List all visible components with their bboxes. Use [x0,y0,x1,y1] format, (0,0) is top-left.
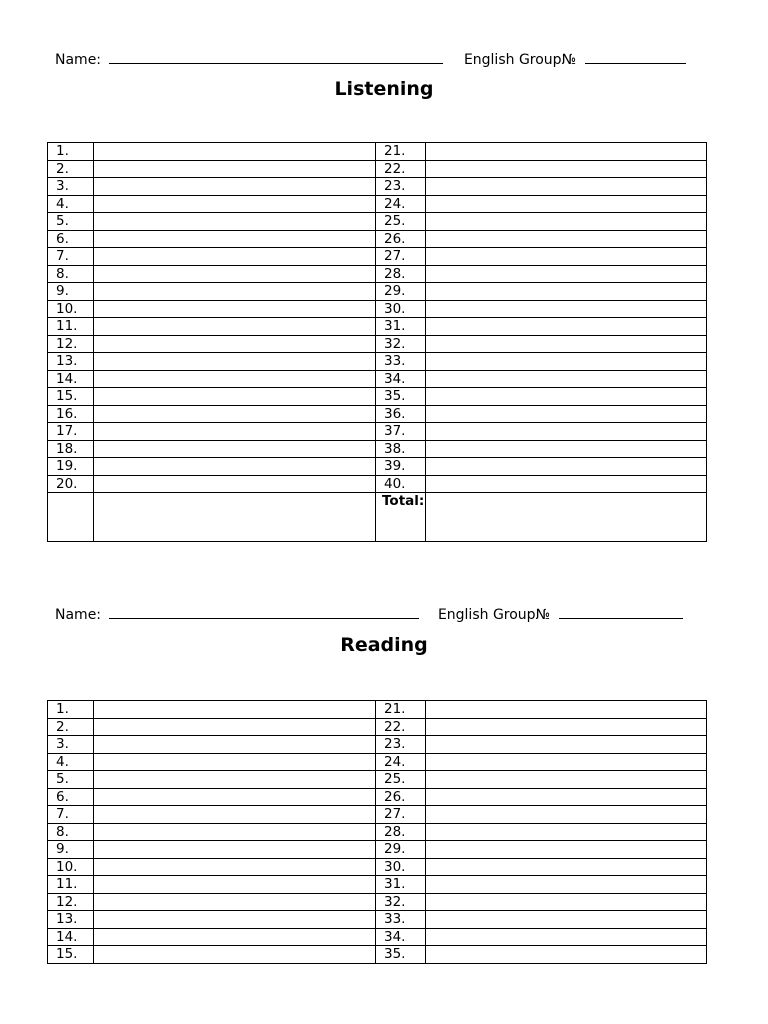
question-number: 39. [376,458,426,476]
answer-cell[interactable] [94,143,376,161]
question-number: 21. [376,143,426,161]
question-number: 28. [376,265,426,283]
total-empty-cell [94,493,376,542]
question-number: 27. [376,248,426,266]
question-number: 6. [48,788,94,806]
question-number: 19. [48,458,94,476]
question-number: 9. [48,841,94,859]
answer-cell[interactable] [94,160,376,178]
answer-cell[interactable] [426,876,707,894]
answer-cell[interactable] [94,370,376,388]
answer-cell[interactable] [94,928,376,946]
answer-cell[interactable] [426,458,707,476]
question-number: 18. [48,440,94,458]
answer-row [48,771,707,789]
answer-cell[interactable] [94,841,376,859]
answer-cell[interactable] [426,283,707,301]
answer-cell[interactable] [426,788,707,806]
question-number: 23. [376,178,426,196]
answer-cell[interactable] [94,771,376,789]
answer-cell[interactable] [94,893,376,911]
question-number: 34. [376,928,426,946]
question-number: 30. [376,300,426,318]
question-number: 6. [48,230,94,248]
answer-row [48,195,707,213]
group-field[interactable] [585,51,686,64]
question-number: 2. [48,718,94,736]
answer-row [48,283,707,301]
question-number: 13. [48,353,94,371]
question-number: 32. [376,335,426,353]
answer-cell[interactable] [426,335,707,353]
question-number: 12. [48,335,94,353]
answer-cell[interactable] [426,265,707,283]
total-label: Total: [376,493,426,542]
answer-row [48,718,707,736]
answer-row [48,806,707,824]
answer-row [48,405,707,423]
answer-cell[interactable] [94,248,376,266]
question-number: 14. [48,370,94,388]
question-number: 37. [376,423,426,441]
question-number: 15. [48,946,94,964]
reading-answer-table [47,700,707,964]
answer-cell[interactable] [426,753,707,771]
question-number: 8. [48,265,94,283]
answer-cell[interactable] [426,771,707,789]
total-score-cell[interactable] [426,493,707,542]
answer-cell[interactable] [94,423,376,441]
question-number: 35. [376,388,426,406]
question-number: 8. [48,823,94,841]
question-number: 20. [48,475,94,493]
reading-title: Reading [340,634,428,656]
question-number: 28. [376,823,426,841]
answer-row [48,946,707,964]
name-label: Name: [55,607,102,623]
question-number: 30. [376,858,426,876]
answer-cell[interactable] [94,388,376,406]
answer-cell[interactable] [94,458,376,476]
answer-cell[interactable] [94,876,376,894]
question-number: 31. [376,876,426,894]
question-number: 25. [376,213,426,231]
answer-cell[interactable] [426,858,707,876]
answer-cell[interactable] [426,213,707,231]
question-number: 36. [376,405,426,423]
answer-cell[interactable] [426,370,707,388]
answer-row [48,736,707,754]
answer-cell[interactable] [426,423,707,441]
question-number: 17. [48,423,94,441]
answer-cell[interactable] [426,806,707,824]
answer-cell[interactable] [94,335,376,353]
question-number: 29. [376,283,426,301]
question-number: 24. [376,753,426,771]
answer-cell[interactable] [426,718,707,736]
group-field[interactable] [559,606,683,619]
question-number: 31. [376,318,426,336]
answer-cell[interactable] [426,195,707,213]
answer-row [48,753,707,771]
answer-cell[interactable] [94,283,376,301]
answer-row [48,248,707,266]
answer-row [48,788,707,806]
answer-cell[interactable] [94,213,376,231]
answer-row [48,876,707,894]
question-number: 33. [376,911,426,929]
question-number: 10. [48,858,94,876]
answer-cell[interactable] [94,701,376,719]
answer-cell[interactable] [426,736,707,754]
question-number: 25. [376,771,426,789]
answer-cell[interactable] [94,736,376,754]
answer-cell[interactable] [94,858,376,876]
answer-cell[interactable] [94,265,376,283]
question-number: 5. [48,213,94,231]
question-number: 1. [48,143,94,161]
answer-cell[interactable] [426,143,707,161]
question-number: 3. [48,736,94,754]
listening-title: Listening [334,78,434,100]
answer-row [48,423,707,441]
answer-row [48,370,707,388]
question-number: 11. [48,876,94,894]
answer-cell[interactable] [426,178,707,196]
answer-cell[interactable] [94,788,376,806]
answer-cell[interactable] [94,440,376,458]
question-number: 21. [376,701,426,719]
question-number: 16. [48,405,94,423]
answer-row [48,178,707,196]
name-field[interactable] [109,51,443,64]
answer-row [48,213,707,231]
name-field[interactable] [109,606,419,619]
question-number: 13. [48,911,94,929]
answer-cell[interactable] [426,300,707,318]
question-number: 3. [48,178,94,196]
answer-cell[interactable] [426,405,707,423]
answer-cell[interactable] [94,753,376,771]
answer-cell[interactable] [426,475,707,493]
answer-cell[interactable] [426,946,707,964]
answer-row [48,475,707,493]
answer-cell[interactable] [426,893,707,911]
answer-cell[interactable] [94,475,376,493]
question-number: 27. [376,806,426,824]
answer-cell[interactable] [426,823,707,841]
question-number: 1. [48,701,94,719]
answer-row [48,143,707,161]
answer-cell[interactable] [94,718,376,736]
answer-cell[interactable] [426,388,707,406]
answer-cell[interactable] [426,841,707,859]
listening-header-line [55,51,686,68]
question-number: 7. [48,806,94,824]
listening-answer-table [47,142,707,542]
answer-row [48,318,707,336]
name-label: Name: [55,52,102,68]
question-number: 38. [376,440,426,458]
question-number: 26. [376,788,426,806]
question-number: 9. [48,283,94,301]
answer-cell[interactable] [94,946,376,964]
question-number: 22. [376,718,426,736]
question-number: 40. [376,475,426,493]
answer-row [48,265,707,283]
question-number: 15. [48,388,94,406]
answer-row [48,841,707,859]
answer-cell[interactable] [94,911,376,929]
question-number: 4. [48,753,94,771]
question-number: 32. [376,893,426,911]
answer-cell[interactable] [94,178,376,196]
question-number: 2. [48,160,94,178]
question-number: 22. [376,160,426,178]
answer-cell[interactable] [426,440,707,458]
answer-cell[interactable] [94,300,376,318]
group-label: English Group№ [437,607,551,623]
answer-cell[interactable] [426,353,707,371]
question-number: 5. [48,771,94,789]
question-number: 12. [48,893,94,911]
answer-cell[interactable] [426,318,707,336]
reading-header-line [55,606,683,623]
answer-row [48,928,707,946]
answer-cell[interactable] [426,160,707,178]
question-number: 35. [376,946,426,964]
answer-row [48,911,707,929]
answer-cell[interactable] [94,823,376,841]
answer-row [48,353,707,371]
total-row [48,493,707,542]
question-number: 11. [48,318,94,336]
answer-row [48,440,707,458]
answer-cell[interactable] [426,230,707,248]
answer-cell[interactable] [94,353,376,371]
answer-row [48,458,707,476]
answer-row [48,701,707,719]
group-label: English Group№ [463,52,577,68]
answer-cell[interactable] [94,405,376,423]
answer-row [48,858,707,876]
question-number: 10. [48,300,94,318]
answer-cell[interactable] [426,928,707,946]
answer-cell[interactable] [426,911,707,929]
question-number: 29. [376,841,426,859]
question-number: 7. [48,248,94,266]
answer-cell[interactable] [94,806,376,824]
answer-row [48,335,707,353]
answer-row [48,230,707,248]
answer-row [48,160,707,178]
total-empty-cell [48,493,94,542]
question-number: 33. [376,353,426,371]
answer-cell[interactable] [94,230,376,248]
answer-cell[interactable] [426,248,707,266]
answer-row [48,300,707,318]
question-number: 34. [376,370,426,388]
answer-cell[interactable] [426,701,707,719]
answer-row [48,893,707,911]
question-number: 23. [376,736,426,754]
question-number: 14. [48,928,94,946]
question-number: 4. [48,195,94,213]
answer-cell[interactable] [94,195,376,213]
question-number: 26. [376,230,426,248]
answer-row [48,823,707,841]
answer-cell[interactable] [94,318,376,336]
question-number: 24. [376,195,426,213]
answer-row [48,388,707,406]
